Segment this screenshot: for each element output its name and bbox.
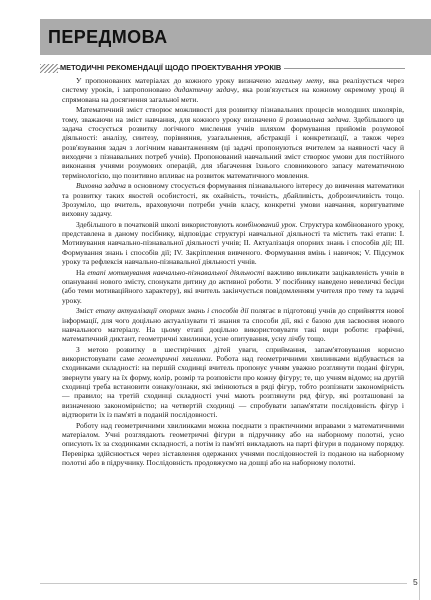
text-run: Здебільшого в початковій школі використовують (76, 219, 236, 229)
text-run: . Структура комбінованого уроку, представлена в даному посібнику, відповідає структурі навчальної діяльності та містить такі етапи: I. Мотивування навчально-пізнавальної діяльності учнів; II. Актуалізація опорних знань і способів дії; III. Формування знань і способів дії; IV. Закріплення вивченого. Формування вмінь і навичок; V. Підсумок уроку та рефлексія навчально-пізнавальної діяльності учнів. (62, 219, 404, 267)
paragraph (62, 105, 404, 180)
section-heading-text: МЕТОДИЧНІ РЕКОМЕНДАЦІЇ ЩОДО ПРОЕКТУВАННЯ УРОКІВ (60, 63, 284, 72)
text-run: . Здебільшого ця задача стосується розвитку логічного мислення учнів шляхом формування прийомів розумової діяльності: аналізу, синтезу, порівняння, узагальнення, абстракції і конкретизації, а також через розв'язування задач з логічним навантаженням (ці задачі пропонуються вчителем за наявності часу й виходячи з пізнавальних потреб учнів). Пропонований навчальний зміст створює умови для постійного виконання учнями розумових операцій, для збагачення їхнього словникового запасу математичною термінологією, що позитивно впливає на розвиток математичного мовлення. (62, 114, 404, 180)
text-run: й розвивальна задача (279, 114, 349, 124)
paragraph (62, 268, 404, 305)
text-run: геометричні хвилинки (138, 354, 211, 364)
text-run: дидактичну задачу (174, 85, 238, 95)
text-run: комбінований урок (235, 219, 296, 229)
heading-hatch-mark (40, 64, 58, 73)
section-heading (40, 64, 405, 74)
paragraph (62, 76, 404, 104)
paragraph (62, 306, 404, 343)
text-run: важливо викликати зацікавленість учнів в опануванні нового змісту, спонукати дитину до активної роботи. У посібнику наведено невеличкі бесіди (або теми мотиваційного характеру), які вчитель закінчується повідомленням учителя про тему та задачі уроку. (62, 267, 405, 305)
paragraph (62, 181, 404, 218)
text-run: . Робота над геометричними хвилинками відбувається за сходинками складності: на першій сходинці вчитель пропонує учням уважно розглянути подані фігури, звернути увагу на їх форму, колір, розмір та розповісти про кожну фігуру; те, що учням відомо; на другій сходинці треба встановити ознаку/ознаки, які змінюються в ряді фігур, тобто розпізнати закономірність — правило; на третій сходинці складності учні мають розглянути ряд фігур, які розташовані за визначеною закономірністю; на четвертій сходинці — спробувати запам'ятати послідовність фігур і відтворити їх із пам'яті в поданій послідовності. (62, 354, 404, 420)
page-title: ПЕРЕДМОВА (48, 27, 168, 47)
text-run: , яка розв'язується на кожному окремому уроці й спрямована на досягнення загальної мети. (62, 85, 404, 104)
text-run: Роботу над геометричними хвилинками можна поєднати з практичними вправами з математичними матеріалом. Учні розглядають геометричні фігури в підручнику або на наборному полотні, усно описують їх за сходинками складності, а потім із пам'яті викладають на парті фігури в поданому порядку. Перевірка здійснюється через зіставлення одержаних учнями послідовностей із поданою на наборному полотні або в підручнику. Послідовність продовжуємо на дошці або на наборному полотні. (62, 420, 404, 468)
margin-rule (419, 190, 420, 600)
body-text (62, 76, 404, 469)
paragraph (62, 220, 404, 267)
text-run: У пропонованих матеріалах до кожного уроку визначено (76, 76, 275, 85)
footer-rule (40, 583, 407, 584)
paragraph (62, 421, 404, 468)
text-run: З метою розвитку в шестирічних дітей уваги, сприймання, запам'ятовування корисно використовувати саме (62, 344, 404, 364)
text-run: Зміст (76, 306, 96, 316)
text-run: етапу актуалізації опорних знань і способів дії (95, 306, 249, 316)
paragraph (62, 345, 404, 420)
text-run: етапі мотивування навчально-пізнавальної діяльності (87, 267, 265, 277)
text-run: загальну мету (274, 76, 323, 85)
text-run: в основному стосується формування пізнавального інтересу до вивчення математики та розвитку таких якостей особистості, як охайність, точність, дбайливість, доброзичливість тощо. Зрозуміло, що вчитель, враховуючи потреби учнів класу, конкретні умови навчання, коригуватиме виховну задачу. (62, 181, 404, 219)
text-run: полягає в підготовці учнів до сприйняття нової інформації, для чого доцільно актуалізувати ті знання та способи дії, які є базою для засвоєння нового навчального матеріалу. На цьому етапі доцільно використовувати такі види роботи: графічні, математичний диктант, геометричні хвилинки, усне опитування, усну лічбу тощо. (62, 306, 404, 344)
page-number: 5 (413, 577, 418, 587)
text-run: На (76, 267, 88, 277)
text-run: , яка реалізується через систему уроків, і запропоновано (62, 76, 404, 95)
text-run: Виховна задача (76, 181, 126, 191)
text-run: Математичний зміст створює можливості для розвитку пізнавальних процесів молодших школярів, тому, зважаючи на зміст навчання, для кожного уроку визначено (62, 105, 404, 124)
